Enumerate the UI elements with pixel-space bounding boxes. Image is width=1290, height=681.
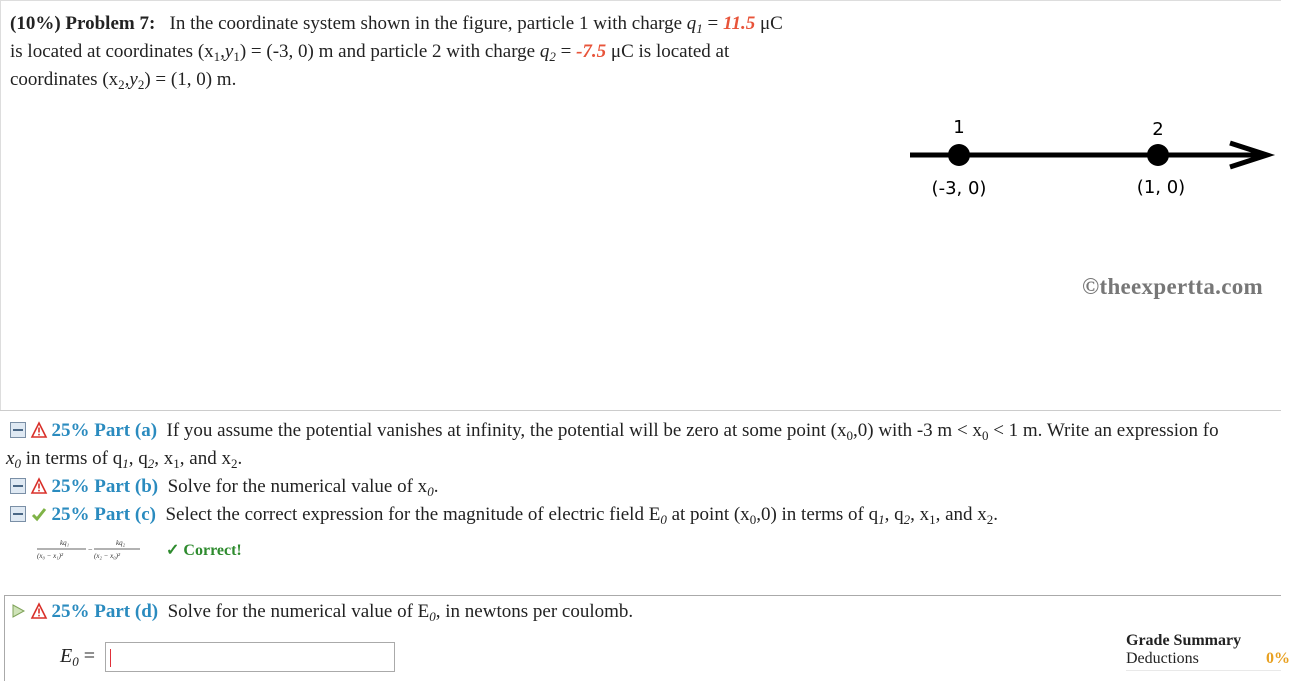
svg-text:kq₂: kq₂ bbox=[116, 539, 126, 547]
q1-value: 11.5 bbox=[723, 13, 756, 34]
part-d-text: , in newtons per coulomb. bbox=[435, 601, 634, 622]
part-a-text: , and x bbox=[179, 448, 231, 469]
svg-text:(x₂ − x₀)²: (x₂ − x₀)² bbox=[94, 552, 121, 560]
problem-text: μC is located at bbox=[610, 41, 730, 62]
deductions-row bbox=[1126, 650, 1290, 671]
warning-icon bbox=[31, 478, 47, 494]
correct-feedback: ✓ Correct! bbox=[166, 542, 242, 559]
part-b-text: . bbox=[433, 476, 439, 497]
svg-text:kq₁: kq₁ bbox=[60, 539, 70, 547]
subscript: 2 bbox=[230, 456, 238, 471]
text-cursor bbox=[110, 649, 111, 667]
deductions-label: Deductions bbox=[1126, 650, 1199, 667]
problem-text: is located at coordinates (x bbox=[10, 41, 214, 62]
subscript: 1 bbox=[213, 49, 221, 64]
part-c-row bbox=[10, 504, 998, 526]
subscript: 0 bbox=[429, 609, 436, 624]
collapse-icon[interactable] bbox=[10, 478, 26, 494]
collapse-icon[interactable] bbox=[10, 422, 26, 438]
subscript: 2 bbox=[903, 512, 911, 527]
part-a-text: x bbox=[6, 448, 15, 469]
subscript: 0 bbox=[846, 428, 853, 443]
problem-text: ) = (1, 0) m. bbox=[144, 69, 237, 90]
subscript: 1 bbox=[173, 456, 180, 471]
part-c-text: at point (x bbox=[666, 504, 750, 525]
problem-text: ,y bbox=[124, 69, 138, 90]
part-a-text: ,0) with -3 m < x bbox=[853, 420, 982, 441]
subscript: 2 bbox=[118, 77, 125, 92]
unit-microcoulomb: μC bbox=[759, 13, 783, 34]
part-a-text: , q bbox=[128, 448, 148, 469]
problem-header: (10%) Problem 7: bbox=[10, 13, 156, 34]
part-b-row bbox=[10, 476, 438, 498]
particle-2-label: 2 bbox=[1152, 119, 1164, 140]
part-c-text: , and x bbox=[935, 504, 987, 525]
q2-value: -7.5 bbox=[576, 41, 607, 62]
part-b-text: Solve for the numerical value of x bbox=[167, 476, 428, 497]
particle-2-coord: (1, 0) bbox=[1136, 177, 1186, 198]
warning-icon bbox=[31, 422, 47, 438]
answer-label bbox=[60, 645, 95, 668]
subscript: 0 bbox=[72, 654, 79, 669]
part-d-label[interactable]: 25% Part (d) bbox=[51, 601, 159, 622]
subscript: 1 bbox=[929, 512, 936, 527]
problem-statement: (10%) Problem 7: In the coordinate system shown in the figure, particle 1 with charge $q_1 = 11.5$ μC is located at coordinates $(x_1,y_1) = (-3$, 0) m and particle 2 with charge $q_2 = -7.5$ μC is located at coordinates $(x_2,y_2) = (1$, 0) m. bbox=[10, 13, 783, 92]
grade-summary-title: Grade Summary bbox=[1126, 632, 1242, 649]
part-a-text: < 1 m. Write an expression fo bbox=[988, 420, 1219, 441]
equals-sign: = bbox=[78, 645, 95, 667]
checkmark-icon bbox=[31, 506, 47, 522]
part-a-text: , x bbox=[154, 448, 174, 469]
grade-summary bbox=[1126, 632, 1290, 671]
answer-label-symbol: E bbox=[60, 645, 73, 667]
problem-text: ) = (-3, 0) m and particle 2 with charge bbox=[239, 41, 536, 62]
subscript: 0 bbox=[749, 512, 757, 527]
part-a-text: If you assume the potential vanishes at infinity, the potential will be zero at some point (x bbox=[166, 420, 847, 441]
part-b-label[interactable]: 25% Part (b) bbox=[51, 476, 159, 497]
particle-1-label: 1 bbox=[953, 117, 965, 138]
collapse-icon[interactable] bbox=[10, 506, 26, 522]
q2-subscript: 2 bbox=[549, 49, 556, 64]
part-a-row-2 bbox=[6, 448, 242, 470]
part-a-text: in terms of q bbox=[20, 448, 123, 469]
q2-symbol: q bbox=[539, 41, 550, 62]
particle-1-dot bbox=[948, 144, 970, 166]
answer-input[interactable] bbox=[105, 642, 395, 672]
part-a-text: . bbox=[237, 448, 243, 469]
q1-symbol: q bbox=[686, 13, 697, 34]
part-c-text: , q bbox=[884, 504, 904, 525]
subscript: 1 bbox=[233, 49, 240, 64]
subscript: 0 bbox=[981, 428, 989, 443]
subscript: 2 bbox=[147, 456, 155, 471]
part-c-text: . bbox=[993, 504, 999, 525]
selected-expression-image bbox=[34, 536, 144, 562]
subscript: 2 bbox=[986, 512, 994, 527]
subscript: 1 bbox=[878, 512, 885, 527]
problem-text: ,y bbox=[220, 41, 234, 62]
part-d-text: Solve for the numerical value of E bbox=[167, 601, 430, 622]
part-a-row bbox=[10, 420, 1219, 442]
subscript: 2 bbox=[137, 77, 145, 92]
coordinate-figure bbox=[900, 110, 1281, 220]
problem-text: In the coordinate system shown in the figure, particle 1 with charge bbox=[169, 13, 683, 34]
expand-arrow-icon[interactable] bbox=[10, 603, 26, 619]
part-c-text: Select the correct expression for the magnitude of electric field E bbox=[165, 504, 661, 525]
watermark: ©theexpertta.com bbox=[1082, 274, 1263, 299]
subscript: 0 bbox=[427, 484, 434, 499]
part-c-text: , x bbox=[910, 504, 930, 525]
particle-1-coord: (-3, 0) bbox=[931, 178, 987, 199]
warning-icon bbox=[31, 603, 47, 619]
part-a-label[interactable]: 25% Part (a) bbox=[51, 420, 158, 441]
subscript: 0 bbox=[660, 512, 667, 527]
svg-text:(x₀ − x₁)²: (x₀ − x₁)² bbox=[37, 552, 64, 560]
deductions-value: 0% bbox=[1266, 650, 1290, 667]
svg-text:−: − bbox=[88, 545, 93, 554]
problem-text: coordinates (x bbox=[10, 69, 119, 90]
part-d-row bbox=[10, 601, 633, 623]
subscript: 1 bbox=[122, 456, 129, 471]
subscript: 0 bbox=[14, 456, 21, 471]
part-c-text: ,0) in terms of q bbox=[756, 504, 879, 525]
particle-2-dot bbox=[1147, 144, 1169, 166]
part-c-label[interactable]: 25% Part (c) bbox=[51, 504, 156, 525]
q1-subscript: 1 bbox=[696, 21, 703, 36]
